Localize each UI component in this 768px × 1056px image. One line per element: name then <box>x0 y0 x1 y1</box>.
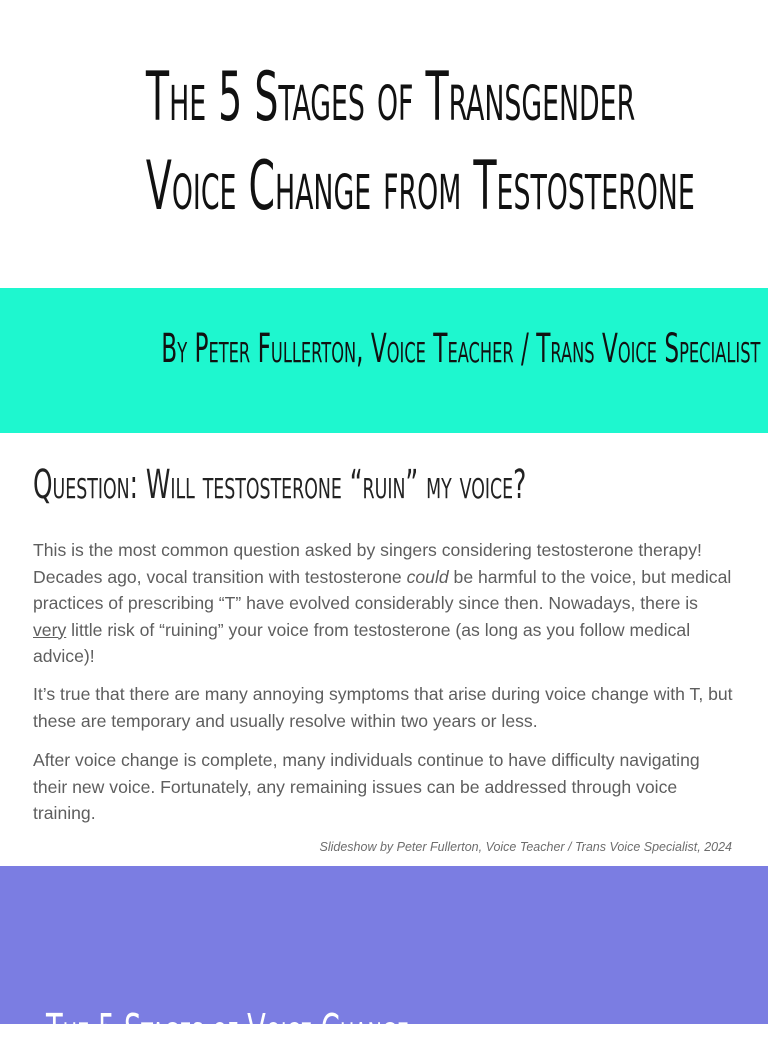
paragraph-1-part-b: be harmful to the voice, but medical practices of prescribing “T” have evolved considerably since then. Nowadays, there is <box>33 566 732 613</box>
title-slide <box>0 0 768 288</box>
next-slide-title: The 5 Stages of Voice Change <box>46 1005 409 1056</box>
page-title-line-2: Voice Change from Testosterone <box>145 147 695 226</box>
paragraph-2: It’s true that there are many annoying symptoms that arise during voice change with T, but these are temporary and usually resolve within two years or less. <box>33 684 733 731</box>
paragraph-1-emphasis: could <box>406 566 449 587</box>
page-title-line-1: The 5 Stages of Transgender <box>145 58 636 137</box>
next-slide <box>0 866 768 1024</box>
question-heading: Question: Will testosterone “ruin” my voice? <box>33 462 527 508</box>
paragraph-1-part-a: This is the most common question asked by singers considering testosterone therapy! Decades ago, vocal transition with testosterone <box>33 540 702 587</box>
paragraph-1-part-c: little risk of “ruining” your voice from testosterone (as long as you follow medical advice)! <box>33 619 691 666</box>
paragraph-1 <box>33 537 735 670</box>
slide-credit: Slideshow by Peter Fullerton, Voice Teacher / Trans Voice Specialist, 2024 <box>319 840 732 854</box>
paragraph-3: After voice change is complete, many individuals continue to have difficulty navigating their new voice. Fortunately, any remaining issues can be addressed through voice training. <box>33 750 700 823</box>
paragraph-1-underline: very <box>33 619 67 640</box>
author-byline: By Peter Fullerton, Voice Teacher / Trans Voice Specialist <box>161 326 761 372</box>
